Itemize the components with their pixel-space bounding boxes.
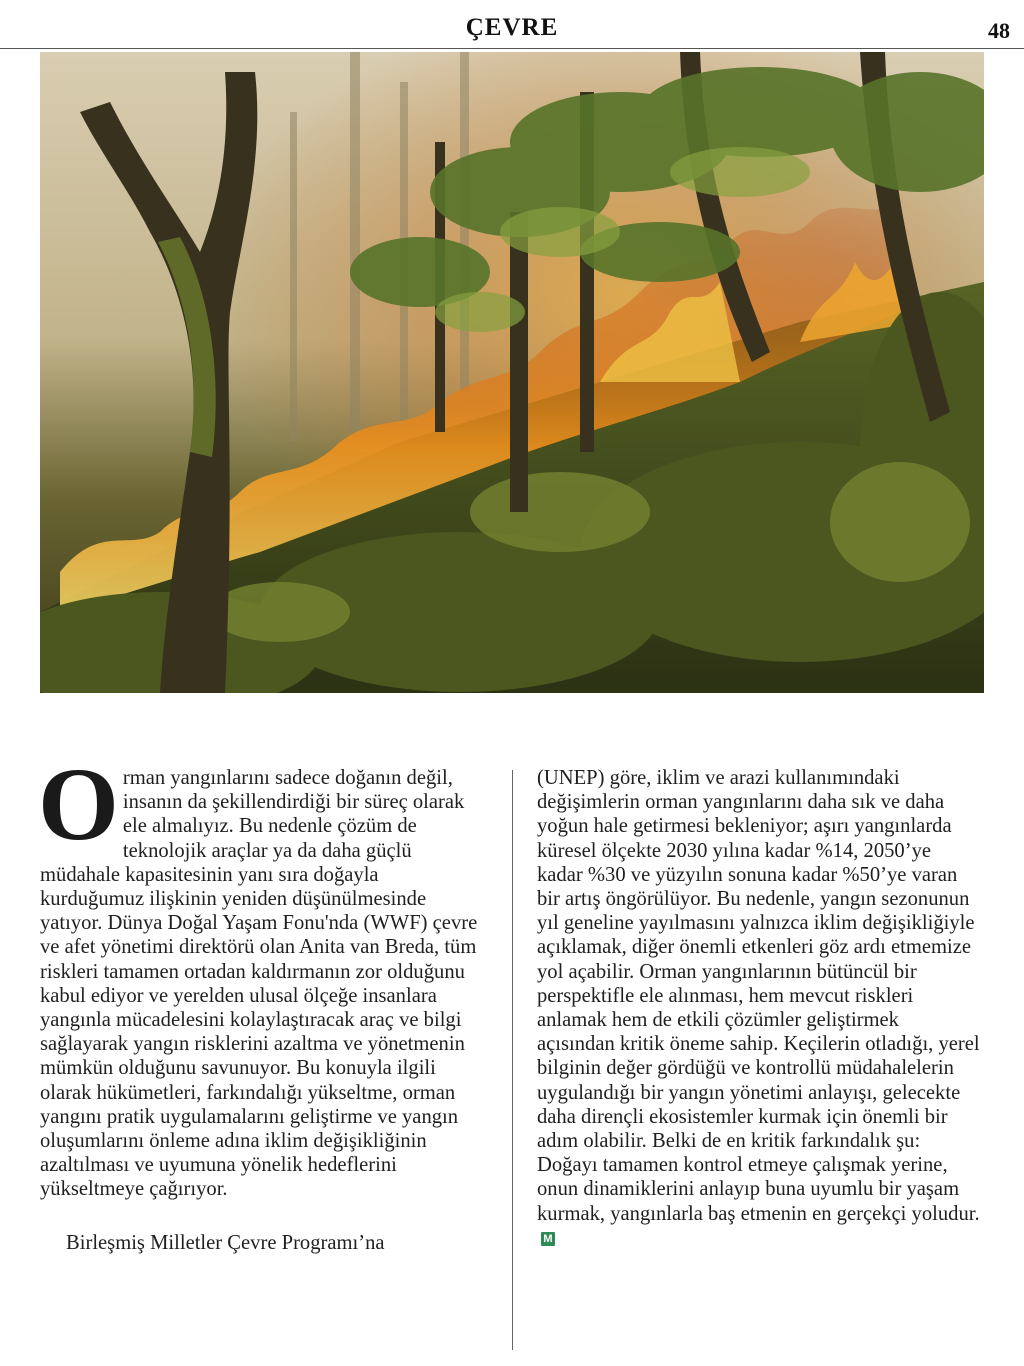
section-title: ÇEVRE: [465, 14, 559, 41]
paragraph-1-text: rman yangınlarını sadece doğanın değil, insanın da şekillendirdiği bir süreç olarak ele almalıyız. Bu nedenle çözüm de teknolojik araçlar ya da daha güçlü müdahale kapasitesinin yanı sıra doğayla kurduğumuz ilişkinin yeniden düşünülmesinde yatıyor. Dünya Doğal Yaşam Fonu'nda (WWF) çevre ve afet yönetimi direktörü olan Anita van Breda, tüm riskleri tamamen ortadan kaldırmanın zor olduğunu kabul ediyor ve yerelden ulusal ölçeğe insanlara yangınla mücadelesini kolaylaştıracak araç ve bilgi sağlayarak yangın risklerini azaltma ve yönetmenin mümkün olduğunu savunuyor. Bu konuyla ilgili olarak hükümetleri, farkındalığı yükseltme, orman yangını pratik uygulamalarını geliştirme ve yangın oluşumlarını önleme adına iklim değişikliğinin azaltılması ve uyumuna yönelik hedeflerini yükseltmeye çağırıyor.: [40, 767, 478, 1201]
dropcap: O: [38, 747, 119, 862]
page-number: 48: [988, 18, 1010, 43]
paragraph-1: [38, 747, 484, 1202]
header-rule: [0, 48, 1024, 49]
paragraph-3: [537, 766, 981, 1250]
paragraph-3-text: (UNEP) göre, iklim ve arazi kullanımındaki değişimlerin orman yangınlarını daha sık ve daha yoğun hale getirmesi bekleniyor; aşırı yangınlarda küresel ölçekte 2030 yılına kadar %14, 2050’ye kadar %30 ve yüzyılın sonuna kadar %50’ye varan bir artış öngörülüyor. Bu nedenle, yangın sezonunun yıl geneline yayılmasını yalnızca iklim değişikliğiyle açıklamak, diğer önemli etkenleri göz ardı etmemize yol açabilir. Orman yangınlarının bütüncül bir perspektifle ele alınması, hem mevcut riskleri anlamak hem de etkili çözümler geliştirmek açısından kritik öneme sahip. Keçilerin otladığı, yerel bilginin değer gördüğü ve kontrollü müdahalelerin uygulandığı bir yangın yönetimi anlayışı, gelecekte daha dirençli ekosistemler kurmak için önemli bir adım olabilir. Belki de en kritik farkındalık şu: Doğayı tamamen kontrol etmeye çalışmak yerine, onun dinamiklerini anlayıp buna uyumlu bir yaşam kurmak, yangınlarla baş etmenin en gerçekçi yoludur.: [537, 767, 980, 1225]
forest-fire-photo: [40, 52, 984, 693]
article-column-right: [537, 766, 981, 1250]
column-divider: [512, 770, 513, 1350]
paragraph-2: Birleşmiş Milletler Çevre Programı’na: [66, 1231, 385, 1254]
article-column-left: [38, 747, 484, 1255]
end-mark-icon: M: [541, 1232, 555, 1246]
